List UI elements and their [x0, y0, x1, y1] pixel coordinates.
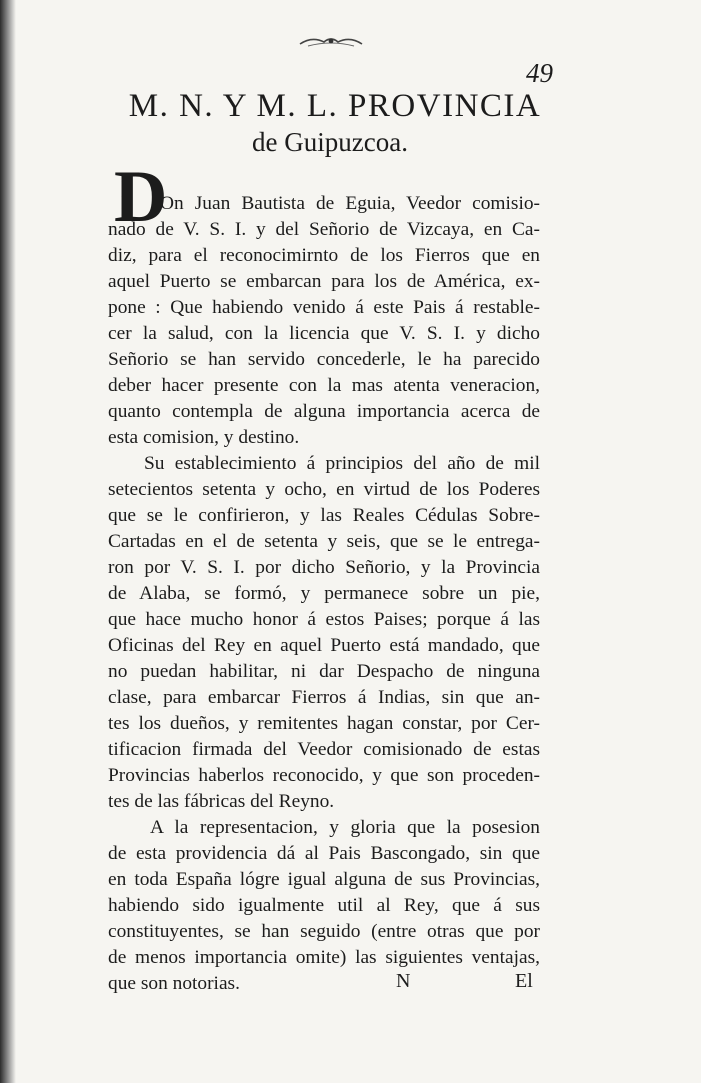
text-line: de Alaba, se formó, y permanece sobre un pie, [108, 583, 540, 604]
text-line: no puedan habilitar, ni dar Despacho de ninguna [108, 661, 540, 682]
text-line: en toda España lógre igual alguna de sus Provincias, [108, 869, 540, 890]
text-line: que hace mucho honor á estos Paises; porque á las [108, 609, 540, 630]
text-line: que se le confirieron, y las Reales Cédulas Sobre- [108, 505, 540, 526]
ornament-icon [298, 34, 364, 50]
text-line: clase, para embarcar Fierros á Indias, sin que an- [108, 687, 540, 708]
text-line: nado de V. S. I. y del Señorio de Vizcaya, en Ca- [108, 219, 540, 240]
text-line: Su establecimiento á principios del año de mil [144, 453, 540, 474]
text-line: de esta providencia dá al Pais Bascongado, sin que [108, 843, 540, 864]
page-subtitle: de Guipuzcoa. [252, 127, 408, 157]
text-line: On Juan Bautista de Eguia, Veedor comisio- [160, 193, 540, 214]
text-line: setecientos setenta y ocho, en virtud de los Poderes [108, 479, 540, 500]
signature-mark: N [396, 970, 411, 992]
catchword: El [515, 970, 533, 992]
text-line: Oficinas del Rey en aquel Puerto está mandado, que [108, 635, 540, 656]
text-line: aquel Puerto se embarcan para los de América, ex- [108, 271, 540, 292]
text-line: cer la salud, con la licencia que V. S. I. y dicho [108, 323, 540, 344]
text-line: Provincias haberlos reconocido, y que son proceden- [108, 765, 540, 786]
text-line: A la representacion, y gloria que la posesion [150, 817, 540, 838]
text-line: que son notorias. [108, 973, 240, 994]
text-line: quanto contempla de alguna importancia acerca de [108, 401, 540, 422]
text-line: ron por V. S. I. por dicho Señorio, y la Provincia [108, 557, 540, 578]
text-line: tes de las fábricas del Reyno. [108, 791, 335, 812]
text-line: pone : Que habiendo venido á este Pais á restable- [108, 297, 540, 318]
text-line: tes los dueños, y remitentes hagan constar, por Cer- [108, 713, 540, 734]
text-line: de menos importancia omite) las siguientes ventajas, [108, 947, 540, 968]
page-title: M. N. Y M. L. PROVINCIA [128, 88, 542, 124]
text-line: constituyentes, se han seguido (entre otras que por [108, 921, 540, 942]
text-line: diz, para el reconocimirnto de los Fierros que en [108, 245, 540, 266]
page-number: 49 [526, 58, 553, 88]
drop-cap: D [114, 156, 168, 238]
text-line: Cartadas en el de setenta y seis, que se le entrega- [108, 531, 540, 552]
text-line: habiendo sido igualmente util al Rey, que á sus [108, 895, 540, 916]
text-line: tificacion firmada del Veedor comisionado de estas [108, 739, 540, 760]
text-line: Señorio se han servido concederle, le ha parecido [108, 349, 540, 370]
text-line: esta comision, y destino. [108, 427, 300, 448]
text-line: deber hacer presente con la mas atenta veneracion, [108, 375, 540, 396]
binding-shadow [0, 0, 16, 1083]
